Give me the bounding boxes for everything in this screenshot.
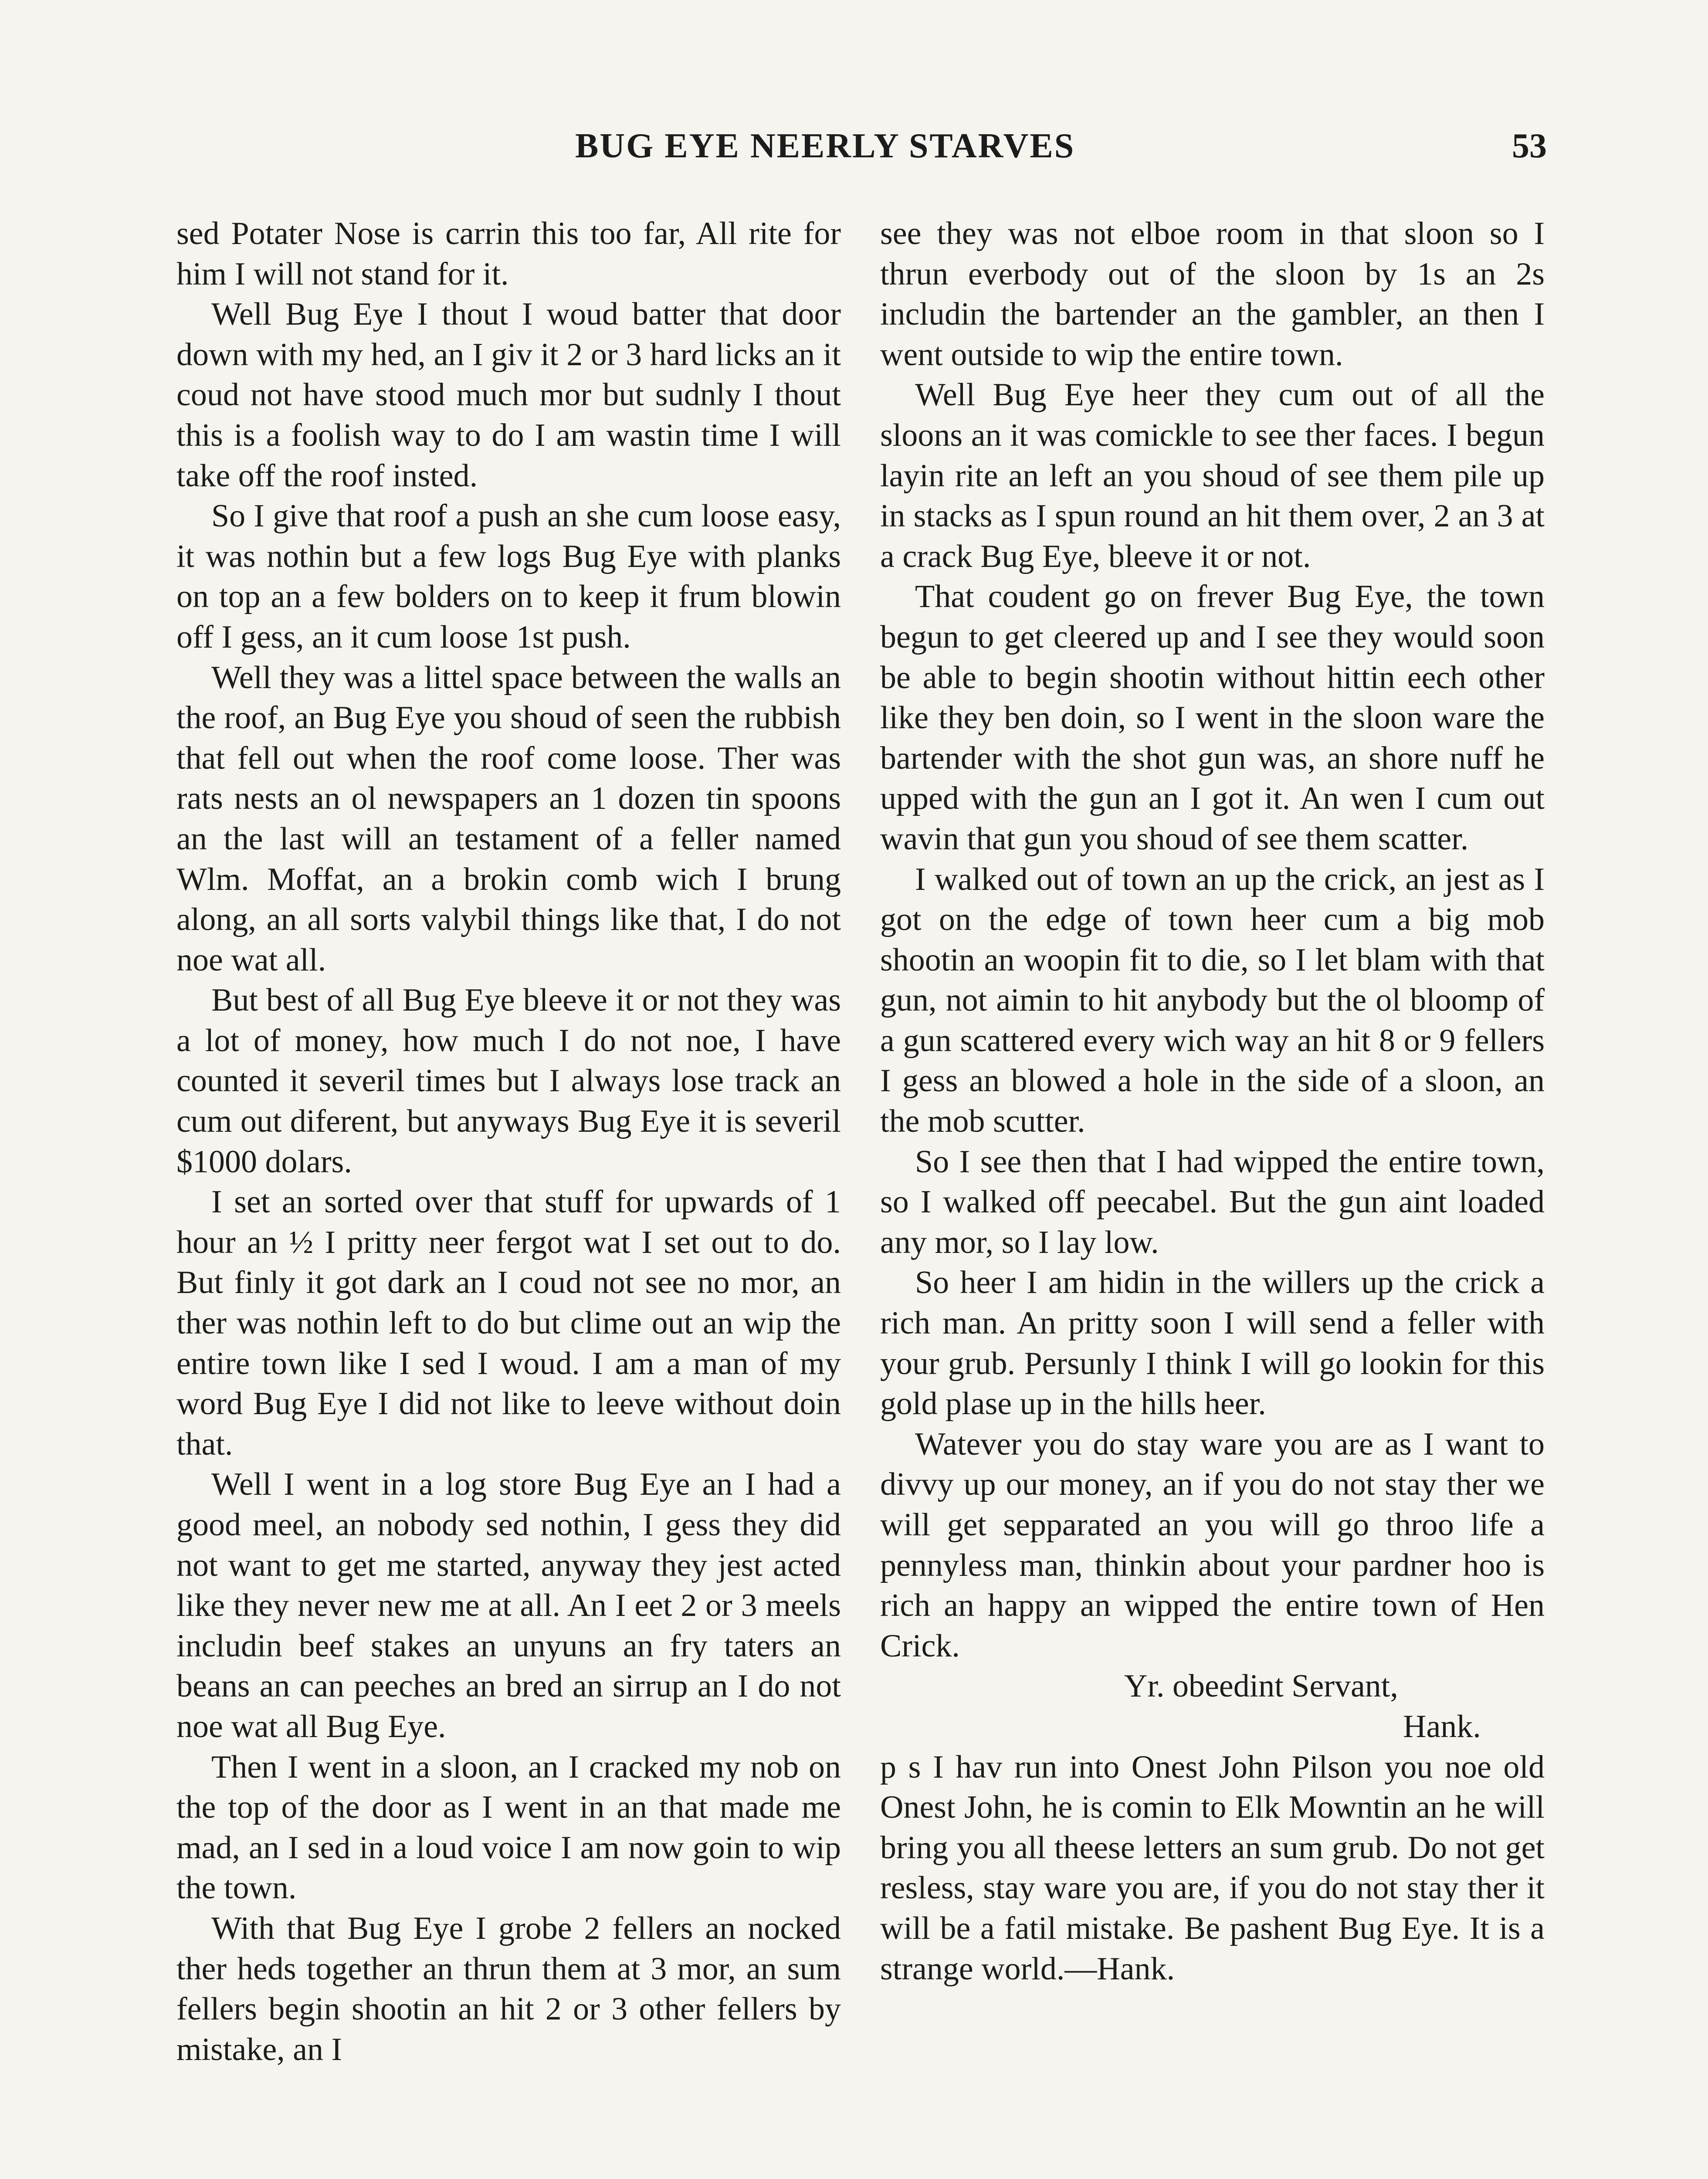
letter-closing: Yr. obeedint Servant,	[1124, 1668, 1398, 1704]
paragraph: Watever you do stay ware you are as I want to divvy up our money, an if you do not stay ther we will get sepparated an you will go throo life a pennyless man, thinkin about your pardner hoo is rich an happy an wipped the entire town of Hen Crick.	[880, 1426, 1545, 1664]
paragraph: sed Potater Nose is carrin this too far, All rite for him I will not stand for it.	[176, 216, 841, 292]
letter-signature: Hank.	[1403, 1708, 1481, 1745]
paragraph: So I see then that I had wipped the entire town, so I walked off peecabel. But the gun aint loaded any mor, so I lay low.	[880, 1144, 1545, 1260]
paragraph: Well I went in a log store Bug Eye an I had a good meel, an nobody sed nothin, I gess they did not want to get me started, anyway they jest acted like they never new me at all. An I eet 2 or 3 meels includin beef stakes an unyuns an fry taters an beans an can peeches an bred an sirrup an I do not noe wat all Bug Eye.	[176, 1466, 841, 1745]
postscript: p s I hav run into Onest John Pilson you noe old Onest John, he is comin to Elk Mowntin an he will bring you all theese letters an sum grub. Do not get resless, stay ware you are, if you do not stay ther it will be a fatil mistake. Be pashent Bug Eye. It is a strange world.—Hank.	[880, 1749, 1545, 1987]
left-column	[176, 214, 841, 2070]
paragraph: Then I went in a sloon, an I cracked my nob on the top of the door as I went in an that made me mad, an I sed in a loud voice I am now goin to wip the town.	[176, 1749, 841, 1906]
paragraph: That coudent go on frever Bug Eye, the town begun to get cleered up and I see they would soon be able to begin shootin without hittin eech other like they ben doin, so I went in the sloon ware the bartender with the shot gun was, an shore nuff he upped with the gun an I got it. An wen I cum out wavin that gun you shoud of see them scatter.	[880, 579, 1545, 857]
paragraph: With that Bug Eye I grobe 2 fellers an nocked ther heds together an thrun them at 3 mor, an sum fellers begin shootin an hit 2 or 3 other fellers by mistake, an I	[176, 1910, 841, 2067]
paragraph: I set an sorted over that stuff for upwards of 1 hour an ½ I pritty neer fergot wat I set out to do. But finly it got dark an I coud not see no mor, an ther was nothin left to do but clime out an wip the entire town like I sed I woud. I am a man of my word Bug Eye I did not like to leeve without doin that.	[176, 1184, 841, 1462]
paragraph: I walked out of town an up the crick, an jest as I got on the edge of town heer cum a big mob shootin an woopin fit to die, so I let blam with that gun, not aimin to hit anybody but the ol bloomp of a gun scattered every wich way an hit 8 or 9 fellers I gess an blowed a hole in the side of a sloon, an the mob scutter.	[880, 861, 1545, 1140]
page-number: 53	[1512, 127, 1547, 165]
right-column	[880, 214, 1545, 1989]
paragraph: Well Bug Eye heer they cum out of all the sloons an it was comickle to see ther faces. I begun layin rite an left an you shoud of see them pile up in stacks as I spun round an hit them over, 2 an 3 at a crack Bug Eye, bleeve it or not.	[880, 377, 1545, 574]
paragraph: see they was not elboe room in that sloon so I thrun everbody out of the sloon by 1s an 2s includin the bartender an the gambler, an then I went outside to wip the entire town.	[880, 216, 1545, 373]
paragraph: Well Bug Eye I thout I woud batter that door down with my hed, an I giv it 2 or 3 hard licks an it coud not have stood much mor but sudnly I thout this is a foolish way to do I am wastin time I will take off the roof insted.	[176, 296, 841, 494]
paragraph: So I give that roof a push an she cum loose easy, it was nothin but a few logs Bug Eye with planks on top an a few bolders on to keep it frum blowin off I gess, an it cum loose 1st push.	[176, 498, 841, 655]
running-title: BUG EYE NEERLY STARVES	[575, 127, 1075, 165]
paragraph: So heer I am hidin in the willers up the crick a rich man. An pritty soon I will send a feller with your grub. Persunly I think I will go lookin for this gold plase up in the hills heer.	[880, 1265, 1545, 1422]
page-header	[174, 126, 1547, 174]
paragraph: But best of all Bug Eye bleeve it or not they was a lot of money, how much I do not noe, I have counted it severil times but I always lose track an cum out diferent, but anyways Bug Eye it is severil $1000 dolars.	[176, 982, 841, 1180]
paragraph: Well they was a littel space between the walls an the roof, an Bug Eye you shoud of seen the rubbish that fell out when the roof come loose. Ther was rats nests an ol newspapers an 1 dozen tin spoons an the last will an testament of a feller named Wlm. Moffat, an a brokin comb wich I brung along, an all sorts valybil things like that, I do not noe wat all.	[176, 659, 841, 978]
